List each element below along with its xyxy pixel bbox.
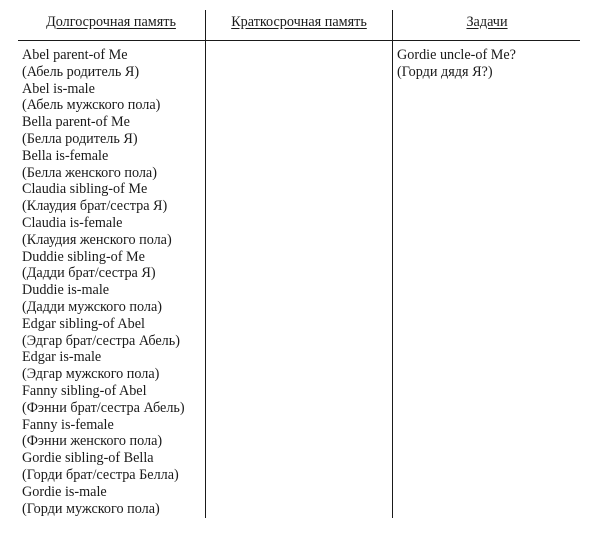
memory-line: Edgar sibling-of Abel [22,315,145,332]
memory-line: (Эдгар брат/сестра Абель) [22,332,180,349]
memory-line: Bella parent-of Me [22,114,130,131]
memory-line: (Горди брат/сестра Белла) [22,466,179,483]
memory-line: Claudia sibling-of Me [22,181,148,198]
memory-line: (Фэнни брат/сестра Абель) [22,399,185,416]
header-long-term-memory: Долгосрочная память [46,14,176,30]
memory-line: (Дадди брат/сестра Я) [22,265,156,282]
long-term-memory-column [22,47,204,517]
memory-line: (Белла женского пола) [22,164,157,181]
memory-line: Bella is-female [22,147,109,164]
memory-line: (Эдгар мужского пола) [22,366,160,383]
memory-line: (Горди мужского пола) [22,500,160,517]
memory-line: (Абель родитель Я) [22,63,140,80]
column-divider-1 [205,10,206,518]
memory-line: Duddie sibling-of Me [22,248,145,265]
header-short-term-memory: Краткосрочная память [231,14,367,30]
memory-line: Duddie is-male [22,282,110,299]
memory-line: (Фэнни женского пола) [22,433,163,450]
memory-line: (Белла родитель Я) [22,130,138,147]
memory-line: (Дадди мужского пола) [22,298,162,315]
memory-line: Claudia is-female [22,214,123,231]
tasks-column [397,47,579,81]
memory-line: Fanny sibling-of Abel [22,382,147,399]
header-divider [18,40,580,41]
task-line: Gordie uncle-of Me? [397,47,516,63]
memory-line: (Клаудия женского пола) [22,231,172,248]
memory-line: Abel is-male [22,80,95,97]
memory-line: Fanny is-female [22,416,114,433]
memory-line: (Клаудия брат/сестра Я) [22,198,168,215]
task-line: (Горди дядя Я?) [397,63,493,80]
memory-line: Abel parent-of Me [22,47,128,63]
memory-line: Gordie sibling-of Bella [22,450,154,467]
header-tasks: Задачи [466,14,508,30]
column-divider-2 [392,10,393,518]
memory-line: Edgar is-male [22,349,102,366]
memory-line: Gordie is-male [22,483,107,500]
memory-line: (Абель мужского пола) [22,97,161,114]
